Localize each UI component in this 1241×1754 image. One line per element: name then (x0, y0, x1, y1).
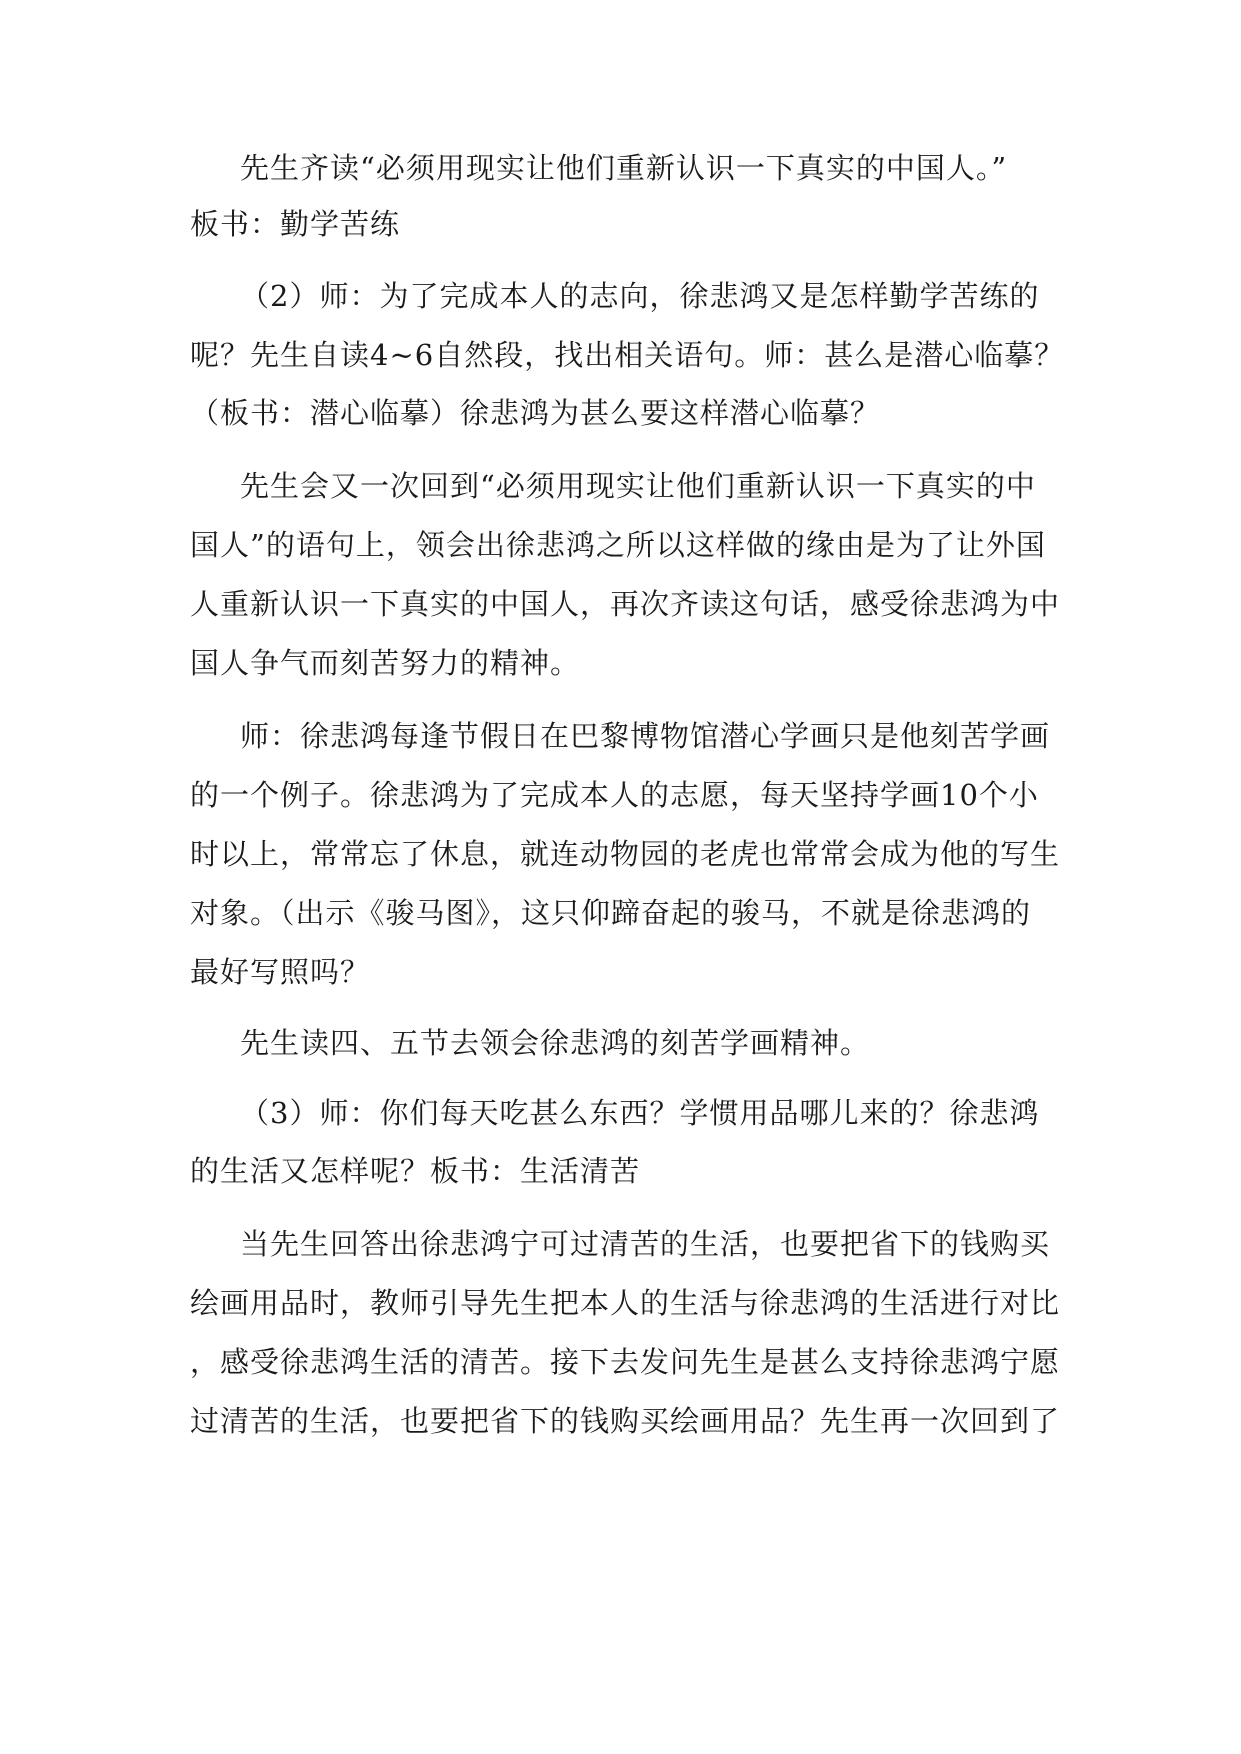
text-line: 师：徐悲鸿每逢节假日在巴黎博物馆潜心学画只是他刻苦学画 (240, 719, 1051, 753)
text-line: 呢？先生自读4~6自然段，找出相关语句。师：甚么是潜心临摹？ (190, 338, 1065, 372)
text-line: （2）师：为了完成本人的志向，徐悲鸿又是怎样勤学苦练的 (240, 279, 1040, 313)
text-line: 人重新认识一下真实的中国人，再次齐读这句话，感受徐悲鸿为中 (190, 587, 1061, 621)
text-line: 先生齐读“必须用现实让他们重新认识一下真实的中国人。” (240, 151, 1008, 185)
text-line: 过清苦的生活，也要把省下的钱购买绘画用品？先生再一次回到了 (190, 1404, 1061, 1438)
text-line: 对象。（出示《骏马图》，这只仰蹄奋起的骏马，不就是徐悲鸿的 (190, 896, 1032, 930)
text-line: 国人争气而刻苦努力的精神。 (190, 646, 581, 680)
text-line: 的生活又怎样呢？板书：生活清苦 (190, 1154, 641, 1188)
text-line: 最好写照吗？ (190, 955, 371, 989)
text-line: 绘画用品时，教师引导先生把本人的生活与徐悲鸿的生活进行对比 (190, 1286, 1061, 1320)
text-line: 时以上，常常忘了休息，就连动物园的老虎也常常会成为他的写生 (190, 837, 1061, 871)
text-line: 先生读四、五节去领会徐悲鸿的刻苦学画精神。 (240, 1026, 871, 1060)
text-line: （板书：潜心临摹）徐悲鸿为甚么要这样潜心临摹？ (190, 396, 881, 430)
text-line: 国人”的语句上，领会出徐悲鸿之所以这样做的缘由是为了让外国 (190, 528, 1046, 562)
text-line: 板书：勤学苦练 (190, 207, 401, 241)
text-line: （3）师：你们每天吃甚么东西？学惯用品哪儿来的？徐悲鸿 (240, 1096, 1040, 1130)
text-line: 当先生回答出徐悲鸿宁可过清苦的生活，也要把省下的钱购买 (240, 1227, 1051, 1261)
text-line: 的一个例子。徐悲鸿为了完成本人的志愿，每天坚持学画10个小 (190, 778, 1039, 812)
text-line: ，感受徐悲鸿生活的清苦。接下去发问先生是甚么支持徐悲鸿宁愿 (190, 1345, 1061, 1379)
text-line: 先生会又一次回到“必须用现实让他们重新认识一下真实的中 (240, 469, 1036, 503)
